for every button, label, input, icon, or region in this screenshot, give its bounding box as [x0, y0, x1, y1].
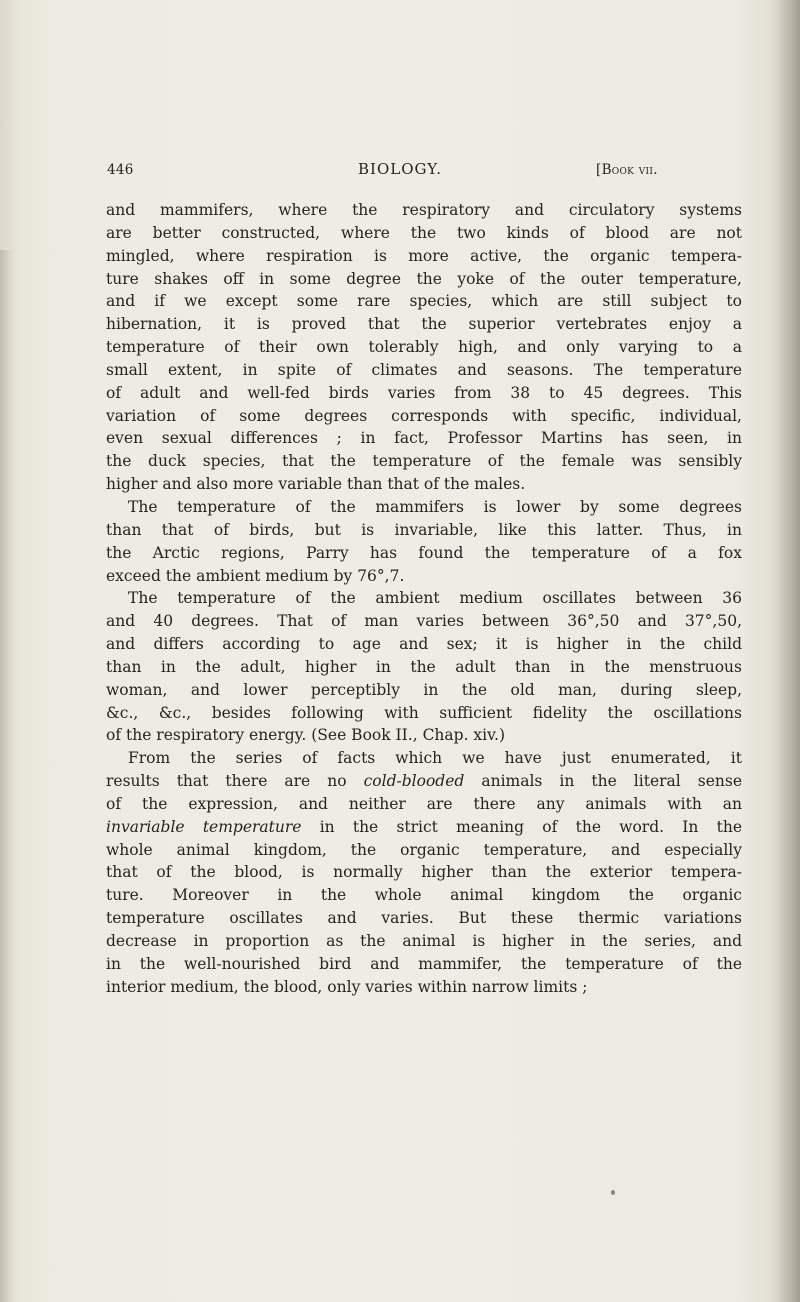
- section-label: [Book vii.: [596, 162, 658, 178]
- text-line: &c., &c., besides following with sufficient fidelity the oscillations: [106, 703, 742, 722]
- text-line: exceed the ambient medium by 76°,7.: [106, 566, 405, 585]
- text-line: and if we except some rare species, which are still subject to: [106, 292, 742, 311]
- text-line: ture shakes off in some degree the yoke of the outer temperature,: [106, 269, 742, 288]
- text-line: of adult and well-fed birds varies from 38 to 45 degrees. This: [106, 383, 742, 402]
- text-line: of the expression, and neither are there any animals with an: [106, 794, 742, 813]
- text-line: hibernation, it is proved that the superior vertebrates enjoy a: [106, 315, 742, 334]
- text-line: decrease in proportion as the animal is higher in the series, and: [106, 932, 742, 950]
- text-line: higher and also more variable than that of the males.: [106, 475, 526, 494]
- text-line: interior medium, the blood, only varies within narrow limits ;: [106, 977, 588, 996]
- text-line: in the well-nourished bird and mammifer, the temperature of the: [106, 954, 742, 973]
- italic-phrase: invariable temperature: [106, 817, 302, 836]
- page-edge: [778, 0, 800, 1302]
- text-line: the duck species, that the temperature of the female was sensibly: [106, 452, 742, 471]
- text-line: invariable temperature in the strict meaning of the word. In the: [106, 817, 742, 836]
- text-line: of the respiratory energy. (See Book II., Chap. xiv.): [106, 726, 506, 745]
- text-line: The temperature of the mammifers is lower by some degrees: [128, 497, 742, 516]
- text-line: The temperature of the ambient medium oscillates between 36: [128, 589, 742, 608]
- text-line: than in the adult, higher in the adult than in the menstruous: [106, 657, 742, 676]
- page-number: 446: [107, 162, 134, 178]
- binding-shadow: [0, 250, 14, 1302]
- text-line: and 40 degrees. That of man varies between 36°,50 and 37°,50,: [106, 612, 742, 631]
- text-line: small extent, in spite of climates and seasons. The temperature: [106, 360, 742, 379]
- text-line: From the series of facts which we have just enumerated, it: [128, 749, 742, 768]
- text-line: and differs according to age and sex; it is higher in the child: [106, 635, 742, 654]
- text-line: ture. Moreover in the whole animal kingdom the organic: [106, 886, 742, 905]
- text-line: are better constructed, where the two kinds of blood are not: [106, 223, 742, 242]
- text-line: woman, and lower perceptibly in the old man, during sleep,: [106, 680, 742, 699]
- text-line: that of the blood, is normally higher than the exterior tempera-: [106, 863, 742, 882]
- text-line: results that there are no cold-blooded animals in the literal sense: [106, 772, 742, 791]
- text-line: whole animal kingdom, the organic temperature, and especially: [106, 840, 742, 859]
- text-line: variation of some degrees corresponds with specific, individual,: [106, 406, 742, 425]
- text-line: even sexual differences ; in fact, Professor Martins has seen, in: [106, 429, 742, 448]
- italic-phrase: cold-blooded: [363, 772, 465, 791]
- text-line: than that of birds, but is invariable, like this latter. Thus, in: [106, 520, 742, 539]
- running-header: [0, 160, 800, 184]
- text-line: and mammifers, where the respiratory and circulatory systems: [106, 201, 742, 219]
- text-line: mingled, where respiration is more active, the organic tempera-: [106, 246, 742, 265]
- text-line: temperature oscillates and varies. But these thermic variations: [106, 909, 742, 928]
- ink-speck: [611, 1190, 615, 1195]
- text-line: the Arctic regions, Parry has found the temperature of a fox: [106, 543, 742, 562]
- text-line: temperature of their own tolerably high, and only varying to a: [106, 338, 742, 357]
- body-text: [106, 199, 742, 999]
- running-title: BIOLOGY.: [358, 160, 442, 178]
